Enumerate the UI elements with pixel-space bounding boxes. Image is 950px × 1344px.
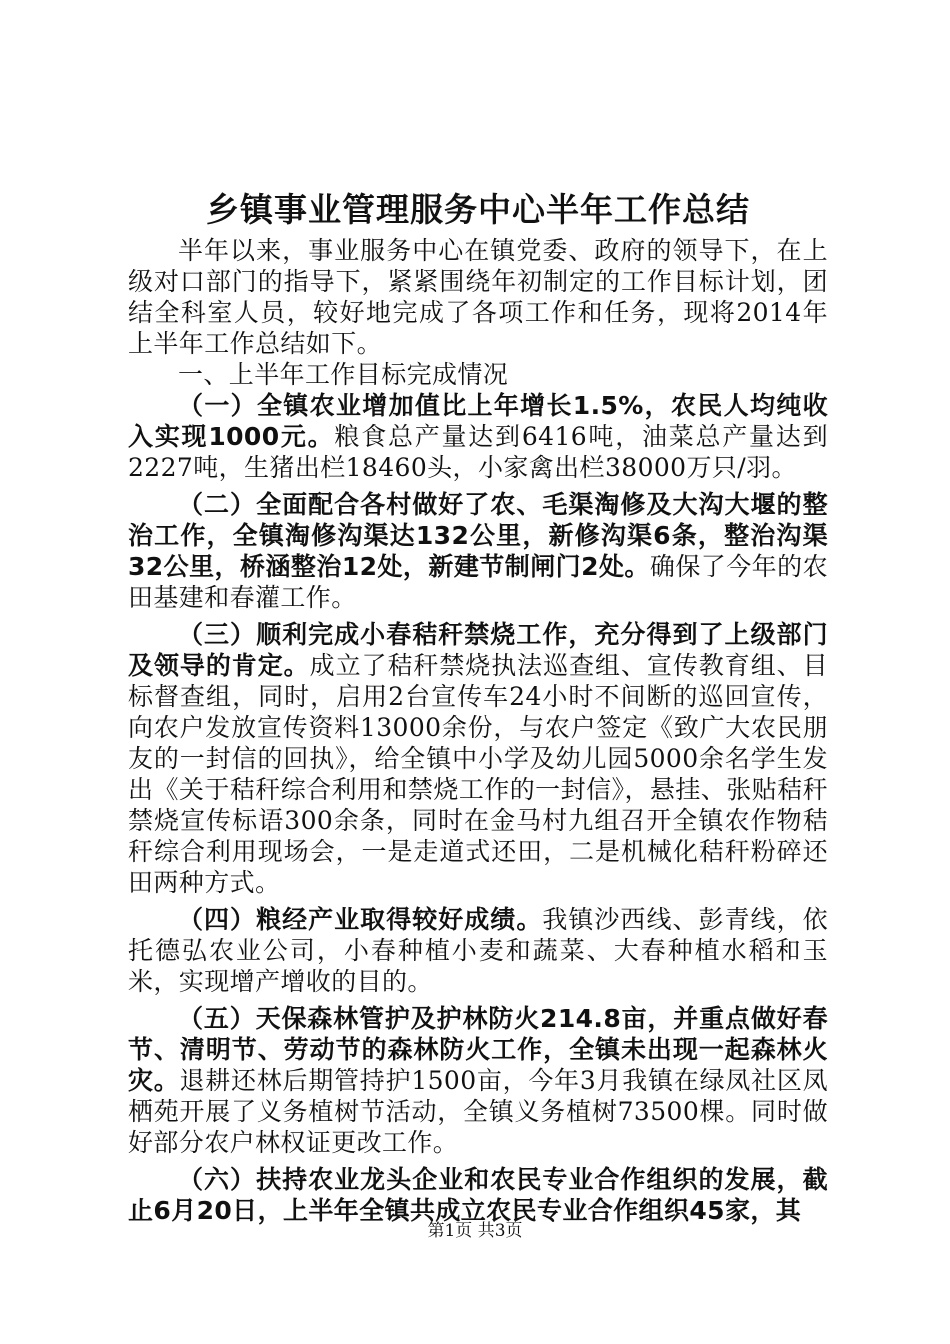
page-number-footer: 第1页 共3页 xyxy=(427,1221,523,1241)
item-text: 确保了今年的农田基建和春灌工作。 xyxy=(128,552,828,612)
item-lead: （二）全面配合各村做好了农、毛渠淘修及大沟大堰的整治工作，全镇淘修沟渠达132公里，新修沟渠6条，整治沟渠32公里，桥涵整治12处，新建节制闸门2处。 xyxy=(128,490,828,581)
item-text: 粮食总产量达到6416吨，油菜总产量达到2227吨，生猪出栏18460头，小家禽出栏38000万只/羽。 xyxy=(128,422,829,482)
item-lead: （六）扶持农业龙头企业和农民专业合作组织的发展，截止6月20日，上半年全镇共成立农民专业合作组织45家，其 xyxy=(128,1165,828,1225)
item-text: 我镇沙西线、彭青线，依托德弘农业公司，小春种植小麦和蔬菜、大春种植水稻和玉米，实现增产增收的目的。 xyxy=(128,905,828,996)
item-lead: （四）粮经产业取得较好成绩。 xyxy=(178,905,543,934)
item-paragraph-5 xyxy=(128,1003,828,1158)
item-paragraph-4 xyxy=(128,904,828,997)
intro-paragraph: 半年以来，事业服务中心在镇党委、政府的领导下，在上级对口部门的指导下，紧紧围绕年初制定的工作目标计划，团结全科室人员，较好地完成了各项工作和任务，现将2014年上半年工作总结如下。 xyxy=(128,236,828,358)
section-heading: 一、上半年工作目标完成情况 xyxy=(178,360,509,389)
item-lead: （五）天保森林管护及护林防火214.8亩，并重点做好春节、清明节、劳动节的森林防火工作，全镇未出现一起森林火灾。 xyxy=(128,1004,828,1095)
item-paragraph-1 xyxy=(128,390,828,483)
item-lead: （一）全镇农业增加值比上年增长1.5%，农民人均纯收入实现1000元。 xyxy=(128,391,828,451)
item-lead: （三）顺利完成小春秸秆禁烧工作，充分得到了上级部门及领导的肯定。 xyxy=(128,620,828,680)
document-title: 乡镇事业管理服务中心半年工作总结 xyxy=(206,190,750,229)
item-text: 退耕还林后期管持护1500亩，今年3月我镇在绿凤社区凤栖苑开展了义务植树节活动，全镇义务植树73500棵。同时做好部分农户林权证更改工作。 xyxy=(128,1066,828,1157)
document-body xyxy=(128,235,828,1226)
item-paragraph-3 xyxy=(128,619,828,898)
item-paragraph-2 xyxy=(128,489,828,613)
item-text: 成立了秸秆禁烧执法巡查组、宣传教育组、目标督查组，同时，启用2台宣传车24小时不间断的巡回宣传，向农户发放宣传资料13000余份，与农户签定《致广大农民朋友的一封信的回执》，给全镇中小学及幼儿园5000余名学生发出《关于秸秆综合利用和禁烧工作的一封信》，悬挂、张贴秸秆禁烧宣传标语300余条，同时在金马村九组召开全镇农作物秸秆综合利用现场会，一是走道式还田，二是机械化秸秆粉碎还田两种方式。 xyxy=(128,651,828,897)
